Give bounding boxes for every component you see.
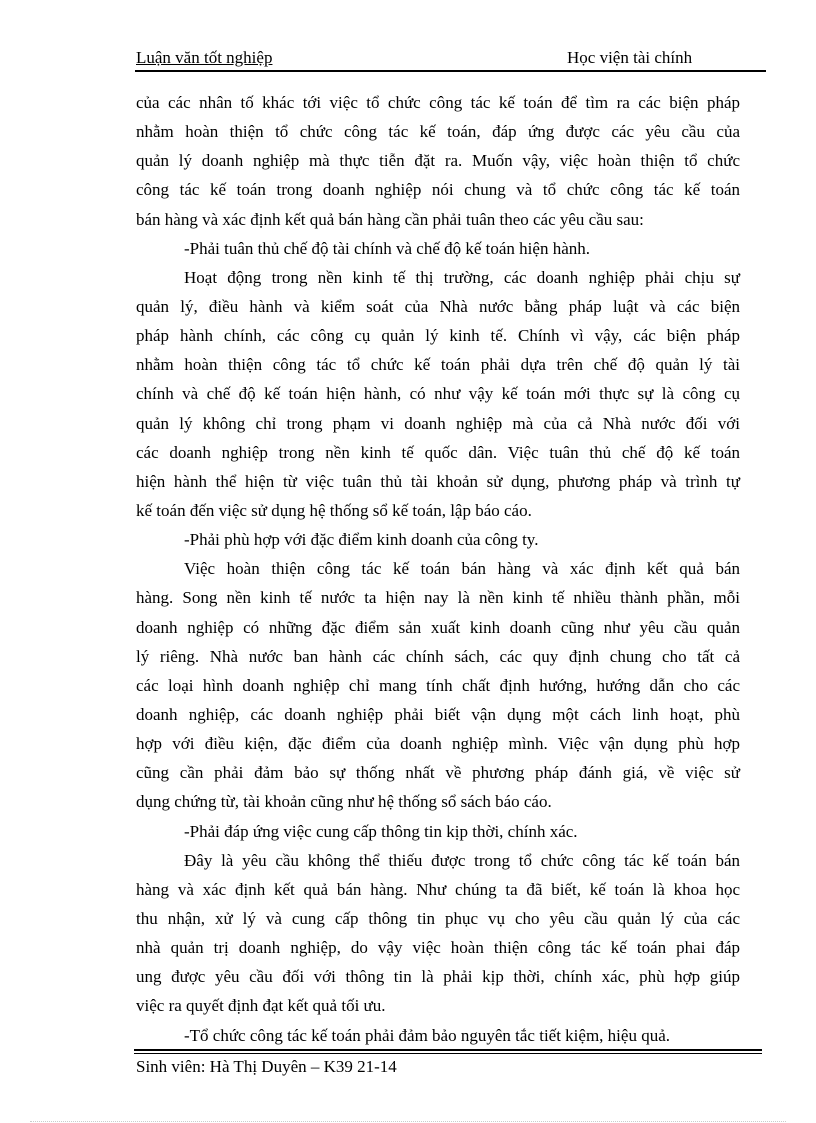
body-line: dụng chứng từ, tài khoản cũng như hệ thống sổ sách báo cáo. <box>136 792 552 812</box>
body-line: hiện hành thể hiện từ việc tuân thủ tài khoản sử dụng, phương pháp và trình tự <box>136 471 740 491</box>
body-line: -Tổ chức công tác kế toán phải đảm bảo nguyên tắc tiết kiệm, hiệu quả. <box>184 1025 670 1045</box>
header-divider <box>135 70 766 72</box>
body-line: pháp hành chính, các công cụ quản lý kinh tế. Chính vì vậy, các biện pháp <box>136 326 740 346</box>
body-text <box>136 88 740 1050</box>
body-line: Việc hoàn thiện công tác kế toán bán hàng và xác định kết quả bán <box>184 559 740 579</box>
body-line: hàng và xác định kết quả bán hàng. Như chúng ta đã biết, kế toán là khoa học <box>136 879 740 899</box>
body-line: các loại hình doanh nghiệp chỉ mang tính chất định hướng, hướng dẫn cho các <box>136 675 740 695</box>
body-line: của các nhân tố khác tới việc tổ chức công tác kế toán để tìm ra các biện pháp <box>136 93 740 112</box>
header-institution: Học viện tài chính <box>567 48 693 67</box>
body-line: nhà quản trị doanh nghiệp, do vậy việc hoàn thiện công tác kế toán phai đáp <box>136 938 740 958</box>
body-line: hàng. Song nền kinh tế nước ta hiện nay là nền kinh tế nhiều thành phần, mỗi <box>136 588 740 608</box>
page-bottom-edge <box>30 1121 786 1122</box>
body-line: quản lý, điều hành và kiểm soát của Nhà nước bằng pháp luật và các biện <box>136 296 740 316</box>
body-line: doanh nghiệp có những đặc điểm sản xuất kinh doanh cũng như yêu cầu quản <box>136 617 740 637</box>
footer-divider-thick <box>134 1049 762 1051</box>
body-line: doanh nghiệp, các doanh nghiệp phải biết vận dụng một cách linh hoạt, phù <box>136 704 740 724</box>
body-line: các doanh nghiệp trong nền kinh tế quốc dân. Việc tuân thủ chế độ kế toán <box>136 442 740 462</box>
body-line: lý riêng. Nhà nước ban hành các chính sách, các quy định chung cho tất cả <box>136 646 740 666</box>
body-line: công tác kế toán trong doanh nghiệp nói chung và tổ chức công tác kế toán <box>136 180 740 200</box>
body-line: -Phải tuân thủ chế độ tài chính và chế độ kế toán hiện hành. <box>184 238 590 258</box>
body-line: Hoạt động trong nền kinh tế thị trường, các doanh nghiệp phải chịu sự <box>184 267 740 287</box>
body-line: bán hàng và xác định kết quả bán hàng cần phải tuân theo các yêu cầu sau: <box>136 209 644 229</box>
body-line: -Phải đáp ứng việc cung cấp thông tin kịp thời, chính xác. <box>184 821 578 841</box>
body-line: quản lý doanh nghiệp mà thực tiễn đặt ra. Muốn vậy, việc hoàn thiện tổ chức <box>136 151 740 171</box>
body-line: hợp với điều kiện, đặc điểm của doanh nghiệp mình. Việc vận dụng phù hợp <box>136 734 740 754</box>
body-line: chính và chế độ kế toán hiện hành, có như vậy kế toán mới thực sự là công cụ <box>136 384 740 404</box>
footer-divider-thin <box>134 1053 762 1054</box>
body-line: -Phải phù hợp với đặc điểm kinh doanh của công ty. <box>184 530 539 550</box>
body-line: kế toán đến việc sử dụng hệ thống sổ kế toán, lập báo cáo. <box>136 500 532 520</box>
footer-student-info: Sinh viên: Hà Thị Duyên – K39 21-14 <box>136 1057 397 1076</box>
body-line: nhằm hoàn thiện tổ chức công tác kế toán, đáp ứng được các yêu cầu của <box>136 122 740 142</box>
body-line: ung được yêu cầu đối với thông tin là phải kịp thời, chính xác, phù hợp giúp <box>136 967 740 987</box>
body-line: cũng cần phải đảm bảo sự thống nhất về phương pháp đánh giá, về việc sử <box>136 763 740 783</box>
body-line: thu nhận, xử lý và cung cấp thông tin phục vụ cho yêu cầu quản lý của các <box>136 908 740 928</box>
body-line: nhằm hoàn thiện công tác tổ chức kế toán phải dựa trên chế độ quản lý tài <box>136 355 740 375</box>
body-line: quản lý không chỉ trong phạm vi doanh nghiệp mà của cả Nhà nước đối với <box>136 413 740 433</box>
page-header <box>135 48 766 70</box>
body-line: việc ra quyết định đạt kết quả tối ưu. <box>136 996 386 1016</box>
body-line: Đây là yêu cầu không thể thiếu được trong tổ chức công tác kế toán bán <box>184 850 740 870</box>
header-thesis-title: Luận văn tốt nghiệp <box>136 48 273 67</box>
